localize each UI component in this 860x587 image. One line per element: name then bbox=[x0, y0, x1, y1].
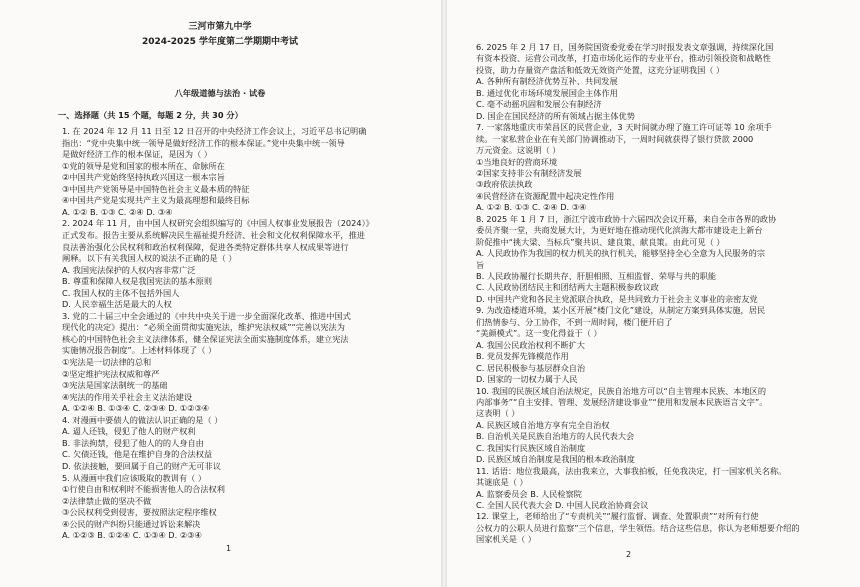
question-line: A. 逼人还钱，侵犯了他人的财产权利 bbox=[62, 426, 196, 437]
question-line: 2. 2024 年 11 月，由中国人权研究会组织编写的《中国人权事业发展报告（2024）》 bbox=[62, 218, 374, 229]
question-line: B. 尊重和保障人权是我国宪法的基本原则 bbox=[62, 276, 213, 287]
question-line: 公权力的公职人员进行监察”三个信息，学生领悟。结合这些信息，你认为老师想要介绍的 bbox=[476, 522, 800, 533]
question-line: 是做好经济工作的根本保证，是因为（ ） bbox=[62, 149, 212, 160]
question-line: A. 我国公民政治权利不断扩大 bbox=[476, 339, 585, 350]
question-line: B. 人民政协履行长期共存、肝胆相照、互相监督、荣辱与共的职能 bbox=[476, 271, 717, 281]
question-line: 现代化的决定》提出：“必须全面贯彻实施宪法，维护宪法权威”“完善以宪法为 bbox=[62, 322, 345, 333]
question-line: 正式发布。报告主要从系统解决民生福祉提升经济、社会和文化权利保障水平，推进 bbox=[62, 229, 365, 240]
question-line: ③中国共产党领导是中国特色社会主义最本质的特征 bbox=[62, 183, 250, 194]
question-line: 续。一家私营企业在有关部门协调推动下，一周时间就获得了银行贷款 2000 bbox=[476, 133, 754, 144]
question-line: A. 监察委员会 B. 人民检察院 bbox=[476, 488, 582, 499]
question-line: ①党的领导是党和国家的根本所在、命脉所在 bbox=[62, 160, 225, 171]
question-line: C. 居民积极参与基层群众自治 bbox=[476, 362, 586, 373]
question-line: C. 欠债还钱，他是在维护自身的合法权益 bbox=[62, 449, 213, 460]
question-line: ④公民的财产纠纷只能通过诉讼来解决 bbox=[62, 518, 201, 529]
question-line: B. 非法拘禁，侵犯了他人的的人身自由 bbox=[62, 437, 204, 448]
question-line: 10. 我国的民族区域自治法规定，民族自治地方可以“自主管理本民族、本地区的 bbox=[476, 385, 767, 396]
question-line: 们热情参与、分工协作，不到一周时间，楼门便开启了 bbox=[476, 316, 673, 327]
question-line: C. 全国人民代表大会 D. 中国人民政治协商会议 bbox=[476, 500, 649, 510]
question-line: A. ①②④ B. ①③④ C. ②③④ D. ①②③④ bbox=[62, 403, 210, 414]
question-line: 4. 对漫画中要债人的做法认识正确的是（ ） bbox=[62, 414, 223, 425]
question-line: D. 依法接触，要回属于自己的财产无可非议 bbox=[62, 460, 221, 471]
question-line: 6. 2025 年 2 月 17 日，国务院国资委党委在学习时报发表文章强调，持续深化国 bbox=[476, 42, 774, 52]
question-line: ①行使自由和权利时不能损害他人的合法权利 bbox=[62, 484, 225, 495]
question-line: C. 人民政协团结民主和团结两大主题积极参政议政 bbox=[476, 282, 659, 293]
question-line: ②国家支持非公有制经济发展 bbox=[476, 167, 582, 178]
question-line: ③公民权利受到侵害，要按照法定程序维权 bbox=[62, 507, 217, 518]
question-line: D. 国企在国民经济的所有领域占据主体优势 bbox=[476, 110, 635, 121]
question-line: 内部事务”“自主安排、管理、发展经济建设事业”“使用和发展本民族语言文字”。 bbox=[476, 396, 768, 407]
question-line: 实施情况报告制度”。上述材料体现了（ ） bbox=[62, 345, 217, 356]
question-line: 其谜底是（ ） bbox=[476, 477, 528, 488]
school-name: 三河市第九中学 bbox=[188, 22, 252, 32]
exam-title: 2024-2025 学年度第二学期期中考试 bbox=[142, 37, 298, 47]
question-line: 良法善治强化公民权利和政治权利保障，促进各类特定群体共享人权成果等进行 bbox=[62, 241, 349, 252]
question-line: 11. 话语：地位我最高，法由我来立，大事我拍板，任免我决定，打一国家机关名称。 bbox=[476, 465, 787, 476]
question-line: D. 中国共产党和各民主党派联合执政，是共同致力于社会主义事业的亲密友党 bbox=[476, 293, 758, 304]
question-line: 万元资金。这说明（ ） bbox=[476, 145, 561, 156]
question-line: D. 民族区域自治制度是我国的根本政治制度 bbox=[476, 454, 635, 465]
question-line: 有资本投资、运营公司改革，打造市场化运作的专业平台，推动引领投资和战略性 bbox=[476, 53, 771, 64]
question-line: B. 自治机关是民族自治地方的人民代表大会 bbox=[476, 431, 635, 442]
question-line: A. ①② B. ①③ C. ②④ D. ③④ bbox=[476, 202, 587, 213]
question-line: 7. 一家落地重庆市荣昌区的民营企业，3 天时间就办理了施工许可证等 10 余项手 bbox=[476, 122, 772, 133]
question-line: ③政府依法执政 bbox=[476, 179, 533, 190]
page-number: 2 bbox=[626, 550, 632, 559]
question-line: 旨 bbox=[476, 259, 485, 270]
question-line: ③宪法是国家法制统一的基础 bbox=[62, 380, 168, 391]
question-line: D. 国家的一切权力属于人民 bbox=[476, 374, 578, 385]
question-line: 12. 课堂上，老师给出了“专责机关”“履行监督、调查、处置职责”“对所有行使 bbox=[476, 511, 759, 522]
question-line: A. 我国宪法保护的人权内容非常广泛 bbox=[62, 264, 196, 275]
page-fold bbox=[441, 0, 447, 587]
question-line: B. 通过优化市场环境发展国企主体作用 bbox=[476, 87, 618, 98]
question-line: A. 人民政协作为我国的权力机关的执行机关，能够坚持全心全意为人民服务的宗 bbox=[476, 248, 766, 259]
question-line: D. 人民幸福生活是最大的人权 bbox=[62, 299, 172, 310]
question-line: ①宪法是一切法律的总和 bbox=[62, 357, 152, 367]
question-line: 阐释。以下有关我国人权的说法不正确的是（ ） bbox=[62, 253, 237, 264]
question-line: 指出：“党中央集中统一领导是做好经济工作的根本保证。”党中央集中统一领导 bbox=[62, 137, 345, 148]
question-line: 委员齐聚一堂，共商发展大计，为更好地在推动现代化滨海大都市建设走上新台 bbox=[476, 225, 763, 236]
question-line: 3. 党的二十届三中全会通过的《中共中央关于进一步全面深化改革、推进中国式 bbox=[62, 310, 351, 321]
question-line: 1. 在 2024 年 12 月 11 日至 12 日召开的中央经济工作会议上，习近平总书记明确 bbox=[62, 126, 367, 136]
question-line: ②法律禁止做的坚决不做 bbox=[62, 495, 152, 506]
question-line: 国家机关是（ ） bbox=[476, 534, 536, 545]
section-heading: 一、选择题（共 15 个题，每题 2 分，共 30 分） bbox=[58, 110, 243, 120]
question-line: “美颜模式”。这一变化得益于（ ） bbox=[476, 328, 602, 339]
page-number: 1 bbox=[226, 544, 232, 553]
question-line: A. 各种所有制经济优势互补、共同发展 bbox=[476, 76, 618, 87]
question-line: 阶促推中“挑大梁、当标兵”聚共识、建良策、献良策。由此可见（ ） bbox=[476, 236, 725, 247]
subject-title: 八年级道德与法治 · 试卷 bbox=[174, 88, 266, 98]
question-line: A. 民族区域自治地方享有完全自治权 bbox=[476, 419, 610, 430]
question-line: 这表明（ ） bbox=[476, 408, 520, 419]
question-line: ②坚定维护宪法权威和尊严 bbox=[62, 368, 160, 379]
question-line: C. 我国实行民族区域自治制度 bbox=[476, 442, 586, 453]
right-page bbox=[448, 0, 860, 587]
question-line: A. ①② B. ①③ C. ②④ D. ③④ bbox=[62, 206, 173, 217]
question-line: 投资，助力存量资产盘活和低效无效资产处置，这充分证明我国（ ） bbox=[476, 64, 725, 75]
question-line: 核心的中国特色社会主义法律体系，健全保证宪法全面实施制度体系，建立宪法 bbox=[62, 333, 349, 344]
question-line: A. ①②③ B. ①②④ C. ①③④ D. ②③④ bbox=[62, 530, 202, 541]
question-line: ②中国共产党始终坚持执政兴国这一根本宗旨 bbox=[62, 172, 225, 183]
question-line: 5. 从漫画中我们应该吸取的教训有（ ） bbox=[62, 472, 207, 483]
question-line: ①当地良好的营商环境 bbox=[476, 156, 558, 167]
question-line: ④中国共产党是实现共产主义为最高理想和最终目标 bbox=[62, 195, 250, 206]
question-line: ④宪法的作用关乎社会主义法治建设 bbox=[62, 391, 193, 402]
question-line: ④民营经济在资源配置中起决定性作用 bbox=[476, 190, 615, 201]
question-line: 8. 2025 年 1 月 7 日，浙江宁波市政协十六届四次会议开幕，来自全市各界的政协 bbox=[476, 213, 777, 224]
question-line: 9. 为改造楼道环境，某小区开展“楼门文化”建设，从制定方案到具体实施，居民 bbox=[476, 305, 766, 316]
question-line: C. 我国人权的主体不包括外国人 bbox=[62, 287, 180, 298]
question-line: C. 毫不动摇巩固和发展公有制经济 bbox=[476, 99, 602, 110]
question-line: B. 党员发挥先锋模范作用 bbox=[476, 351, 569, 362]
